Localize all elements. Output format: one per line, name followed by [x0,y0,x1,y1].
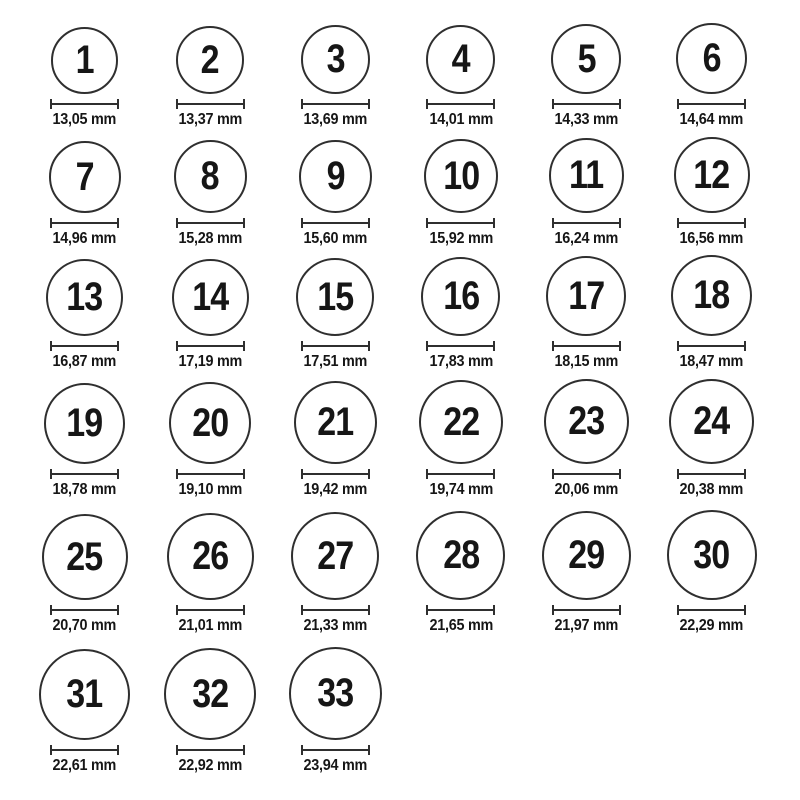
diameter-label: 14,33 mm [554,110,619,128]
diameter-scale-bar [50,605,119,615]
ring-circle [164,648,256,740]
diameter-label: 13,37 mm [178,110,242,128]
ring-size-item [273,499,398,635]
ring-circle [291,512,379,600]
ring-size-item [147,499,272,635]
ring-circle [176,26,244,94]
diameter-scale-bar [176,605,245,615]
ring-circle [299,140,372,213]
ring-circle [296,258,374,336]
ring-size-number: 8 [201,154,220,199]
ring-size-number: 24 [693,399,730,444]
diameter-scale-bar [176,745,245,755]
ring-size-item [398,499,523,635]
diameter-scale-bar [301,745,370,755]
diameter-scale-bar [50,99,119,109]
ring-size-number: 23 [568,399,605,444]
ring-circle [421,257,500,336]
ring-size-item [22,129,147,248]
ring-size-item [649,248,774,371]
ring-size-item [273,635,398,775]
ring-size-number: 14 [192,275,229,320]
ring-size-item [649,499,774,635]
diameter-label: 16,87 mm [52,352,117,370]
ring-size-item [22,248,147,371]
ring-size-number: 20 [192,400,229,445]
diameter-label: 20,38 mm [679,480,744,498]
diameter-scale-bar [552,218,621,228]
ring-circle [542,511,631,600]
diameter-label: 19,74 mm [429,480,493,498]
ring-size-item [273,371,398,499]
ring-size-item [649,0,774,129]
ring-size-item [147,248,272,371]
ring-size-number: 6 [702,36,721,81]
diameter-scale-bar [426,99,495,109]
ring-size-item [147,635,272,775]
diameter-label: 17,19 mm [178,352,242,370]
diameter-scale-bar [176,218,245,228]
ring-size-number: 30 [693,532,730,577]
ring-circle [667,510,757,600]
ring-size-item [524,248,649,371]
diameter-label: 20,70 mm [52,616,117,634]
diameter-scale-bar [50,745,119,755]
diameter-label: 14,64 mm [679,110,744,128]
diameter-label: 19,10 mm [178,480,242,498]
ring-size-number: 22 [442,399,479,444]
ring-size-item [147,0,272,129]
diameter-scale-bar [552,605,621,615]
ring-size-item [273,129,398,248]
diameter-scale-bar [301,469,370,479]
ring-size-item [524,371,649,499]
diameter-label: 20,06 mm [554,480,619,498]
ring-circle [674,137,750,213]
ring-circle [416,511,505,600]
diameter-scale-bar [50,469,119,479]
ring-size-number: 5 [577,36,596,81]
ring-circle [544,379,629,464]
ring-size-number: 32 [192,671,229,716]
diameter-scale-bar [552,99,621,109]
ring-size-number: 26 [192,534,229,579]
diameter-scale-bar [301,605,370,615]
ring-size-number: 18 [693,273,730,318]
diameter-scale-bar [426,605,495,615]
ring-size-row [22,499,800,635]
ring-size-item [649,371,774,499]
diameter-scale-bar [176,469,245,479]
diameter-label: 17,51 mm [303,352,368,370]
ring-size-number: 16 [442,274,479,319]
ring-size-row [22,129,800,248]
ring-size-item [524,129,649,248]
ring-circle [39,649,130,740]
ring-size-number: 1 [75,38,94,83]
ring-size-item [22,499,147,635]
diameter-label: 22,29 mm [679,616,744,634]
ring-size-number: 13 [66,275,103,320]
diameter-label: 17,83 mm [429,352,493,370]
ring-size-number: 31 [66,672,103,717]
diameter-scale-bar [677,218,746,228]
ring-size-item [273,248,398,371]
ring-size-number: 28 [442,533,479,578]
ring-size-row [22,0,800,129]
diameter-label: 21,65 mm [429,616,493,634]
ring-circle [424,139,498,213]
diameter-label: 15,92 mm [429,229,493,247]
ring-size-item [398,0,523,129]
diameter-label: 21,01 mm [178,616,242,634]
diameter-scale-bar [426,469,495,479]
ring-size-number: 25 [66,534,103,579]
diameter-label: 14,01 mm [429,110,493,128]
diameter-label: 13,05 mm [52,110,117,128]
ring-size-number: 9 [326,154,345,199]
ring-size-row [22,371,800,499]
ring-circle [426,25,495,94]
diameter-scale-bar [677,469,746,479]
diameter-scale-bar [50,341,119,351]
ring-size-item [649,129,774,248]
diameter-label: 22,61 mm [52,756,117,774]
diameter-scale-bar [176,341,245,351]
ring-size-item [147,371,272,499]
ring-size-item [398,371,523,499]
ring-size-number: 27 [317,533,354,578]
ring-circle [172,259,249,336]
ring-size-number: 21 [317,400,354,445]
diameter-scale-bar [301,99,370,109]
ring-circle [301,25,370,94]
ring-circle [44,383,125,464]
diameter-scale-bar [176,99,245,109]
ring-circle [546,256,626,336]
diameter-scale-bar [677,99,746,109]
ring-circle [51,27,118,94]
ring-size-number: 15 [317,274,354,319]
ring-size-item [398,248,523,371]
diameter-scale-bar [50,218,119,228]
diameter-scale-bar [677,605,746,615]
ring-size-item [22,0,147,129]
ring-size-number: 29 [568,533,605,578]
diameter-scale-bar [677,341,746,351]
ring-circle [174,140,247,213]
diameter-label: 21,97 mm [554,616,619,634]
ring-size-item [147,129,272,248]
ring-circle [49,141,121,213]
ring-size-item [22,371,147,499]
diameter-label: 21,33 mm [303,616,368,634]
diameter-label: 18,15 mm [554,352,619,370]
ring-circle [419,380,503,464]
ring-circle [167,513,254,600]
diameter-label: 22,92 mm [178,756,242,774]
ring-size-number: 7 [75,154,94,199]
diameter-scale-bar [301,218,370,228]
diameter-scale-bar [552,341,621,351]
diameter-label: 15,28 mm [178,229,242,247]
ring-size-number: 2 [201,37,220,82]
ring-size-item [398,129,523,248]
ring-circle [671,255,752,336]
diameter-label: 14,96 mm [52,229,117,247]
diameter-label: 18,47 mm [679,352,744,370]
diameter-scale-bar [552,469,621,479]
diameter-label: 15,60 mm [303,229,368,247]
ring-circle [294,381,377,464]
ring-size-item [524,499,649,635]
diameter-label: 16,24 mm [554,229,619,247]
ring-size-row [22,248,800,371]
diameter-label: 19,42 mm [303,480,368,498]
ring-circle [551,24,621,94]
ring-circle [46,259,123,336]
ring-size-number: 12 [693,152,730,197]
ring-size-item [22,635,147,775]
ring-size-number: 4 [451,37,470,82]
diameter-scale-bar [301,341,370,351]
ring-size-number: 33 [317,671,354,716]
ring-size-number: 17 [568,273,605,318]
ring-circle [169,382,251,464]
ring-size-number: 10 [442,153,479,198]
ring-size-item [273,0,398,129]
diameter-label: 13,69 mm [303,110,368,128]
ring-circle [669,379,754,464]
ring-circle [289,647,382,740]
diameter-label: 18,78 mm [52,480,117,498]
ring-size-number: 19 [66,401,103,446]
diameter-label: 16,56 mm [679,229,744,247]
ring-circle [42,514,128,600]
ring-size-row [22,635,800,775]
diameter-label: 23,94 mm [303,756,368,774]
diameter-scale-bar [426,341,495,351]
diameter-scale-bar [426,218,495,228]
ring-circle [676,23,747,94]
ring-size-number: 3 [326,37,345,82]
ring-size-number: 11 [569,153,604,198]
ring-size-item [524,0,649,129]
ring-circle [549,138,624,213]
